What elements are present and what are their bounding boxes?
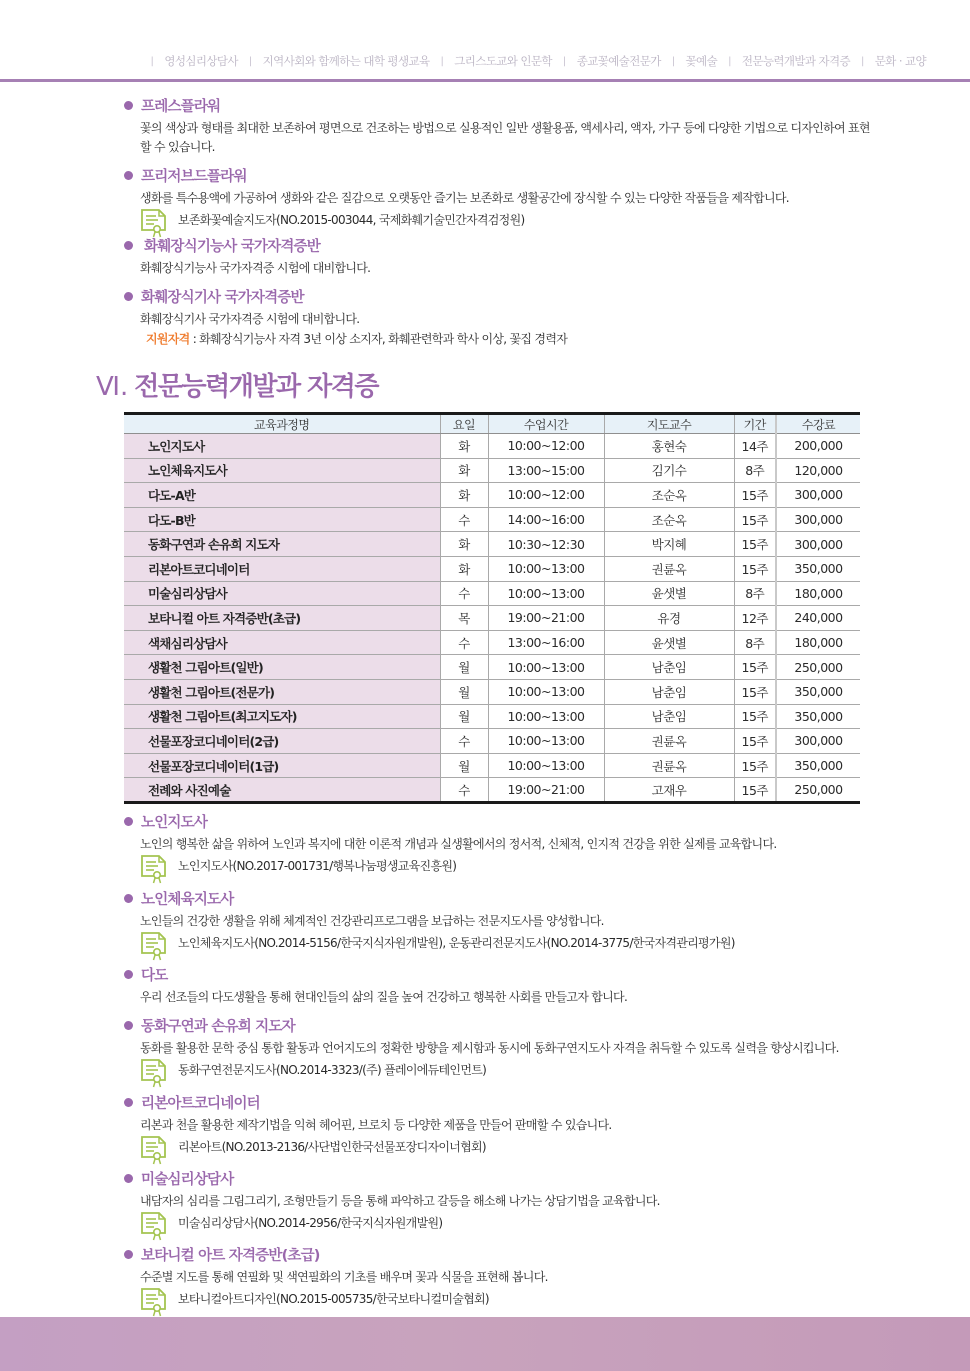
table-row: [124, 753, 860, 778]
course-description: 생화를 특수용액에 가공하여 생화와 같은 질감으로 오랫동안 즐기는 보존화로 생활공간에 장식할 수 있는 다양한 작품들을 제작합니다.: [140, 191, 789, 205]
nav-item-culture[interactable]: 문화 · 교양: [874, 54, 926, 68]
day: 화: [440, 556, 488, 581]
table-row: [124, 655, 860, 680]
course-name: 생활천 그림아트(최고지도자): [124, 704, 440, 729]
course-description: 노인의 행복한 삶을 위하여 노인과 복지에 대한 이론적 개념과 실생활에서의 정서적, 신체적, 인지적 건강을 위한 실제를 교육합니다.: [140, 837, 777, 851]
class-time: 10:00~13:00: [488, 679, 604, 704]
fee: 300,000: [776, 483, 860, 508]
class-time: 10:00~13:00: [488, 753, 604, 778]
table-row: [124, 630, 860, 655]
instructor: 유경: [604, 606, 734, 631]
certificate-line: [140, 1212, 884, 1232]
fee: 350,000: [776, 753, 860, 778]
course-item-botanical-art: [124, 1244, 884, 1308]
fee: 300,000: [776, 729, 860, 754]
day: 수: [440, 507, 488, 532]
section-heading: [96, 366, 378, 403]
nav-separator: |: [248, 55, 252, 67]
header-day: 요일: [440, 414, 488, 434]
bullet-icon: [124, 1174, 133, 1183]
instructor: 권륜옥: [604, 753, 734, 778]
nav-separator: |: [150, 55, 154, 67]
bullet-icon: [124, 1021, 133, 1030]
fee: 300,000: [776, 507, 860, 532]
class-time: 10:00~12:00: [488, 483, 604, 508]
certificate-text: 미술심리상담사(NO.2014-2956/한국지식자원개발원): [178, 1215, 443, 1230]
day: 수: [440, 778, 488, 803]
section-title: 전문능력개발과 자격증: [134, 372, 378, 402]
nav-divider-line: [0, 79, 970, 82]
day: 수: [440, 581, 488, 606]
course-description: 화훼장식기사 국가자격증 시험에 대비합니다.: [140, 312, 360, 326]
day: 화: [440, 458, 488, 483]
instructor: 고재우: [604, 778, 734, 803]
bullet-icon: [124, 241, 133, 250]
bullet-icon: [124, 970, 133, 979]
course-item-ribbon-art: [124, 1092, 884, 1156]
fee: 350,000: [776, 704, 860, 729]
course-description: 동화를 활용한 문학 중심 통합 활동과 언어지도의 정확한 방향을 제시함과 동시에 동화구연지도사 자격을 취득할 수 있도록 실력을 향상시킵니다.: [140, 1041, 839, 1055]
course-name: 미술심리상담사: [124, 581, 440, 606]
certificate-text: 리본아트(NO.2013-2136/사단법인한국선물포장디자이너협회): [178, 1139, 486, 1154]
certificate-icon: [140, 208, 168, 238]
fee: 250,000: [776, 655, 860, 680]
top-navigation: [0, 50, 970, 72]
course-item-storytelling: [124, 1015, 884, 1079]
table-row: [124, 729, 860, 754]
course-name: 생활천 그림아트(일반): [124, 655, 440, 680]
fee: 250,000: [776, 778, 860, 803]
course-title: 화훼장식기사 국가자격증반: [141, 289, 304, 306]
instructor: 박지혜: [604, 532, 734, 557]
certificate-text: 노인지도사(NO.2017-001731/행복나눔평생교육진흥원): [178, 858, 457, 873]
instructor: 조순옥: [604, 507, 734, 532]
certificate-icon: [140, 1135, 168, 1165]
certificate-icon: [140, 1211, 168, 1241]
header-fee: 수강료: [776, 414, 860, 434]
table-row: [124, 556, 860, 581]
nav-item-flower-art[interactable]: 꽃예술: [685, 54, 718, 68]
instructor: 윤샛별: [604, 630, 734, 655]
duration: 15주: [734, 753, 776, 778]
bullet-icon: [124, 292, 133, 301]
class-time: 13:00~16:00: [488, 630, 604, 655]
course-item-senior-fitness: [124, 888, 884, 952]
course-item-tea-ceremony: [124, 964, 884, 1007]
day: 월: [440, 753, 488, 778]
class-time: 10:00~12:00: [488, 434, 604, 459]
certificate-line: [140, 932, 884, 952]
qualification-label: 지원자격: [146, 332, 190, 346]
course-item-florist-engineer: [124, 286, 884, 347]
instructor: 남춘임: [604, 655, 734, 680]
fee: 180,000: [776, 630, 860, 655]
course-schedule-table: [124, 412, 860, 804]
table-row: [124, 679, 860, 704]
nav-separator: |: [861, 55, 864, 67]
qualification-line: [146, 330, 884, 347]
day: 화: [440, 434, 488, 459]
certificate-icon: [140, 854, 168, 884]
duration: 12주: [734, 606, 776, 631]
instructor: 권륜옥: [604, 729, 734, 754]
table-row: [124, 581, 860, 606]
certificate-icon: [140, 1058, 168, 1088]
day: 수: [440, 729, 488, 754]
footer-decorative-band: [0, 1317, 970, 1371]
table-row: [124, 606, 860, 631]
course-title: 프레스플라워: [141, 98, 221, 115]
day: 목: [440, 606, 488, 631]
fee: 300,000: [776, 532, 860, 557]
certificate-text: 노인체육지도사(NO.2014-5156/한국지식자원개발원), 운동관리전문지도사(NO.2014-3775/한국자격관리평가원): [178, 935, 735, 950]
course-title: 화훼장식기능사 국가자격증반: [144, 238, 320, 255]
table-row: [124, 507, 860, 532]
class-time: 19:00~21:00: [488, 778, 604, 803]
fee: 200,000: [776, 434, 860, 459]
day: 수: [440, 630, 488, 655]
duration: 15주: [734, 507, 776, 532]
nav-item-professional-development[interactable]: 전문능력개발과 자격증: [741, 54, 851, 68]
fee: 350,000: [776, 679, 860, 704]
instructor: 홍현숙: [604, 434, 734, 459]
class-time: 10:00~13:00: [488, 556, 604, 581]
fee: 240,000: [776, 606, 860, 631]
certificate-text: 동화구연전문지도사(NO.2014-3323/(주) 플레이에듀테인먼트): [178, 1062, 487, 1077]
day: 화: [440, 532, 488, 557]
nav-separator: |: [728, 55, 731, 67]
duration: 15주: [734, 729, 776, 754]
instructor: 조순옥: [604, 483, 734, 508]
course-name: 노인지도사: [124, 434, 440, 459]
fee: 120,000: [776, 458, 860, 483]
day: 월: [440, 704, 488, 729]
course-name: 선물포장코디네이터(2급): [124, 729, 440, 754]
table-row: [124, 434, 860, 459]
nav-item-christianity-humanities[interactable]: 그리스도교와 인문학: [454, 54, 552, 68]
day: 화: [440, 483, 488, 508]
course-title: 노인지도사: [141, 814, 208, 831]
class-time: 19:00~21:00: [488, 606, 604, 631]
bullet-icon: [124, 894, 133, 903]
certificate-line: [140, 1288, 884, 1308]
certificate-icon: [140, 931, 168, 961]
duration: 15주: [734, 704, 776, 729]
course-description: 화훼장식기능사 국가자격증 시험에 대비합니다.: [140, 261, 371, 275]
fee: 180,000: [776, 581, 860, 606]
table-row: [124, 704, 860, 729]
course-title: 보타니컬 아트 자격증반(초급): [141, 1247, 320, 1264]
header-course-name: 교육과정명: [124, 414, 440, 434]
course-description: 꽃의 색상과 형태를 최대한 보존하여 평면으로 건조하는 방법으로 실용적인 일반 생활용품, 액세사리, 액자, 가구 등에 다양한 기법으로 디자인하여 표현할 수 있습니다.: [140, 121, 870, 154]
course-item-senior-instructor: [124, 811, 884, 875]
nav-separator: |: [562, 55, 566, 67]
certificate-text: 보타니컬아트디자인(NO.2015-005735/한국보타니컬미술협회): [178, 1291, 489, 1306]
course-description: 우리 선조들의 다도생활을 통해 현대인들의 삶의 질을 높여 건강하고 행복한 사회를 만들고자 합니다.: [140, 990, 628, 1004]
header-duration: 기간: [734, 414, 776, 434]
certificate-icon: [140, 1287, 168, 1317]
instructor: 김기수: [604, 458, 734, 483]
course-name: 다도-B반: [124, 507, 440, 532]
instructor: 남춘임: [604, 704, 734, 729]
certificate-line: [140, 855, 884, 875]
qualification-text: : 화훼장식기능사 자격 3년 이상 소지자, 화훼관련학과 학사 이상, 꽃집 경력자: [189, 332, 568, 346]
table-row: [124, 483, 860, 508]
duration: 8주: [734, 630, 776, 655]
course-description: 수준별 지도를 통해 연필화 및 색연필화의 기초를 배우며 꽃과 식물을 표현해 봅니다.: [140, 1270, 548, 1284]
day: 월: [440, 655, 488, 680]
table-row: [124, 458, 860, 483]
nav-item-community-education[interactable]: 지역사회와 함께하는 대학 평생교육: [262, 54, 430, 68]
certificate-text: 보존화꽃예술지도자(NO.2015-003044, 국제화훼기술민간자격검정원): [178, 212, 525, 227]
instructor: 윤샛별: [604, 581, 734, 606]
duration: 15주: [734, 679, 776, 704]
table-row: [124, 778, 860, 803]
course-name: 동화구연과 손유희 지도자: [124, 532, 440, 557]
duration: 14주: [734, 434, 776, 459]
course-title: 동화구연과 손유희 지도자: [141, 1018, 295, 1035]
course-name: 리본아트코디네이터: [124, 556, 440, 581]
nav-separator: |: [671, 55, 675, 67]
course-description: 노인들의 건강한 생활을 위해 체계적인 건강관리프로그램을 보급하는 전문지도사를 양성합니다.: [140, 914, 604, 928]
course-title: 프리저브드플라워: [141, 168, 247, 185]
course-title: 노인체육지도사: [141, 891, 234, 908]
duration: 15주: [734, 655, 776, 680]
bullet-icon: [124, 1098, 133, 1107]
course-name: 색채심리상담사: [124, 630, 440, 655]
course-description: 내담자의 심리를 그림그리기, 조형만들기 등을 통해 파악하고 갈등을 해소해 나가는 상담기법을 교육합니다.: [140, 1194, 660, 1208]
course-title: 미술심리상담사: [141, 1171, 234, 1188]
course-description: 리본과 천을 활용한 제작기법을 익혀 헤어핀, 브로치 등 다양한 제품을 만들어 판매할 수 있습니다.: [140, 1118, 612, 1132]
class-time: 10:00~13:00: [488, 729, 604, 754]
table-header-row: [124, 414, 860, 434]
course-title: 다도: [141, 967, 168, 984]
duration: 8주: [734, 458, 776, 483]
course-title: 리본아트코디네이터: [141, 1095, 260, 1112]
duration: 8주: [734, 581, 776, 606]
table-row: [124, 532, 860, 557]
course-name: 전례와 사진예술: [124, 778, 440, 803]
certificate-line: [140, 209, 884, 229]
class-time: 10:00~13:00: [488, 655, 604, 680]
class-time: 14:00~16:00: [488, 507, 604, 532]
duration: 15주: [734, 532, 776, 557]
duration: 15주: [734, 778, 776, 803]
class-time: 10:00~13:00: [488, 704, 604, 729]
nav-item-religious-flower-art[interactable]: 종교꽃예술전문가: [576, 54, 661, 68]
course-name: 생활천 그림아트(전문가): [124, 679, 440, 704]
header-instructor: 지도교수: [604, 414, 734, 434]
class-time: 13:00~15:00: [488, 458, 604, 483]
instructor: 남춘임: [604, 679, 734, 704]
class-time: 10:30~12:30: [488, 532, 604, 557]
instructor: 권륜옥: [604, 556, 734, 581]
nav-separator: |: [440, 55, 444, 67]
course-item-art-therapy: [124, 1168, 884, 1232]
bullet-icon: [124, 817, 133, 826]
certificate-line: [140, 1059, 884, 1079]
bullet-icon: [124, 101, 133, 110]
day: 월: [440, 679, 488, 704]
certificate-line: [140, 1136, 884, 1156]
course-name: 다도-A반: [124, 483, 440, 508]
course-name: 선물포장코디네이터(1급): [124, 753, 440, 778]
duration: 15주: [734, 483, 776, 508]
course-item-pressed-flower: [124, 95, 884, 157]
header-class-time: 수업시간: [488, 414, 604, 434]
bullet-icon: [124, 1250, 133, 1259]
duration: 15주: [734, 556, 776, 581]
nav-item-spiritual-counselor[interactable]: 영성심리상담사: [164, 54, 238, 68]
section-number: Ⅵ.: [96, 372, 129, 402]
course-name: 보타니컬 아트 자격증반(초급): [124, 606, 440, 631]
course-item-florist-craftsman: [124, 235, 884, 278]
course-name: 노인체육지도사: [124, 458, 440, 483]
class-time: 10:00~13:00: [488, 581, 604, 606]
course-item-preserved-flower: [124, 165, 884, 229]
bullet-icon: [124, 171, 133, 180]
fee: 350,000: [776, 556, 860, 581]
